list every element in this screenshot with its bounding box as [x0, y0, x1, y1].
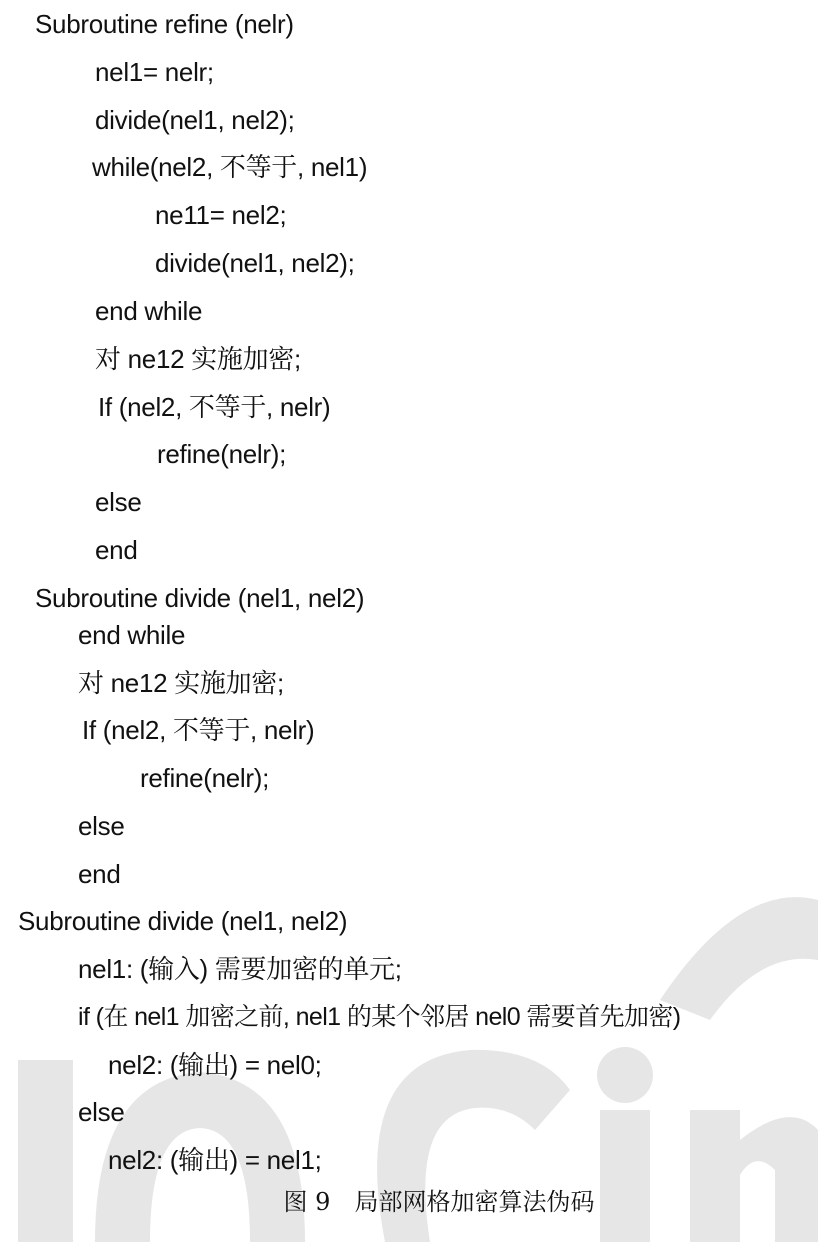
figure-caption: 图 9 局部网格加密算法伪码	[283, 1188, 595, 1216]
code-line: end	[78, 859, 121, 889]
code-line: nel2: (输出) = nel1;	[108, 1145, 322, 1175]
code-line: if (在 nel1 加密之前, nel1 的某个邻居 nel0 需要首先加密)	[78, 1003, 681, 1031]
code-line: nel1= nelr;	[95, 57, 214, 87]
code-line: else	[95, 487, 142, 517]
code-line: divide(nel1, nel2);	[95, 105, 295, 135]
code-line: Subroutine divide (nel1, nel2)	[18, 906, 348, 936]
code-line: else	[78, 1097, 125, 1127]
code-line: nel2: (输出) = nel0;	[108, 1050, 322, 1080]
code-line: 对 ne12 实施加密;	[78, 668, 284, 698]
code-line: If (nel2, 不等于, nelr)	[98, 392, 331, 422]
code-line: Subroutine refine (nelr)	[35, 9, 294, 39]
code-line: end while	[95, 296, 203, 326]
code-line: If (nel2, 不等于, nelr)	[82, 715, 315, 745]
code-line: end while	[78, 620, 186, 650]
code-line: divide(nel1, nel2);	[155, 248, 355, 278]
code-line: 对 ne12 实施加密;	[95, 344, 301, 374]
code-line: refine(nelr);	[157, 439, 287, 469]
code-line: end	[95, 535, 138, 565]
code-line: else	[78, 811, 125, 841]
code-line: Subroutine divide (nel1, nel2)	[35, 583, 365, 613]
code-line: nel1: (输入) 需要加密的单元;	[78, 954, 402, 984]
code-line: refine(nelr);	[140, 763, 270, 793]
code-line: while(nel2, 不等于, nel1)	[92, 152, 368, 182]
code-line: ne11= nel2;	[155, 200, 287, 230]
